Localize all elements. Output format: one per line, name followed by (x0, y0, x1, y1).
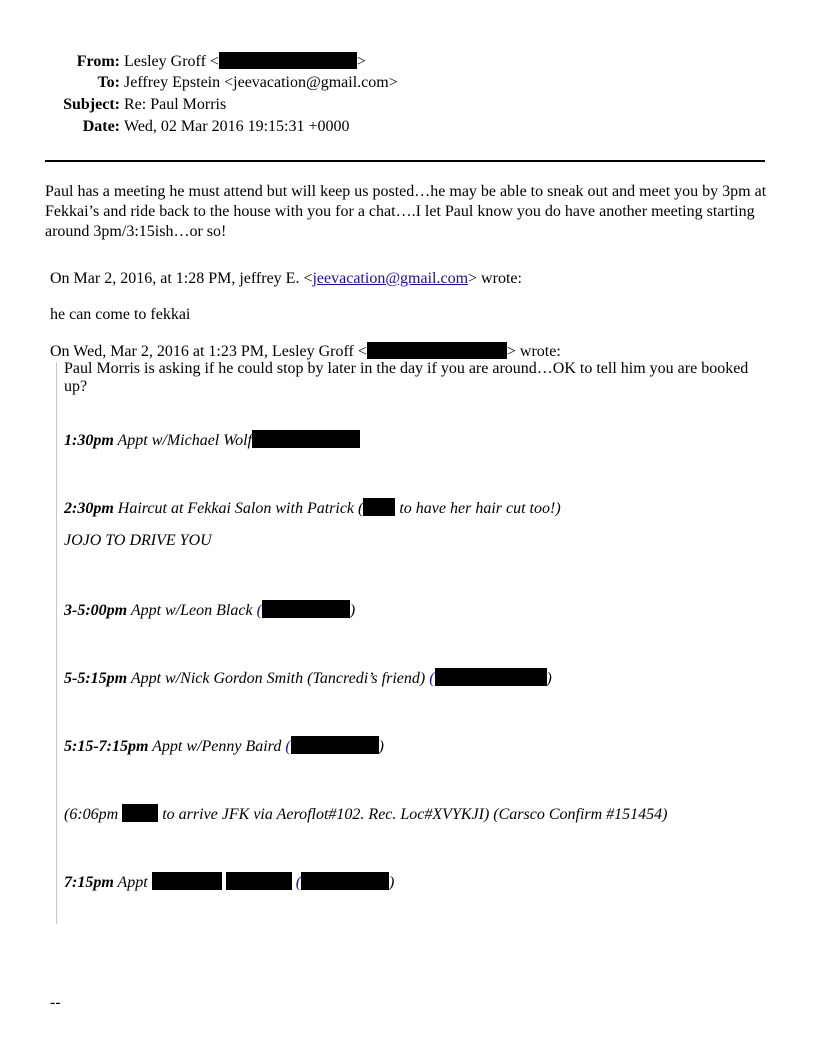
redaction-box (226, 872, 292, 890)
appt-6-text: Appt (113, 874, 152, 891)
reply1-text: he can come to fekkai (50, 306, 191, 323)
appt-4-text: Appt w/Nick Gordon Smith (Tancredi’s friend) (127, 670, 430, 687)
appt-6-time: 7:15pm (64, 874, 114, 891)
appt-5-time: 5:15-7:15pm (64, 738, 149, 755)
message-body: Paul has a meeting he must attend but will keep us posted…he may be able to sneak out and meet you by 3pm at Fekkai’s and ride back to the house with you for a chat….I let Paul know you do have another meeting starting around 3pm/3:15ish…or so! (45, 183, 767, 240)
redaction-box (152, 872, 222, 890)
close-paren: ) (546, 670, 552, 687)
open-paren: ( (285, 738, 291, 755)
appt-1 (64, 430, 360, 450)
appt-1-text: Appt w/Michael Wolf (113, 432, 252, 449)
redaction-box (291, 736, 379, 754)
appt-6 (64, 872, 394, 892)
subject-row (0, 96, 226, 116)
appt-3-time: 3-5:00pm (64, 602, 128, 619)
redaction-box (219, 52, 357, 69)
reply2-attribution (50, 342, 561, 361)
from-close: > (356, 53, 366, 70)
from-value (124, 52, 366, 71)
redaction-box (435, 668, 547, 686)
signature-separator: -- (50, 994, 61, 1011)
quoted-intro-line2: up? (64, 378, 88, 395)
redaction-box (262, 600, 350, 618)
redaction-box (301, 872, 389, 890)
from-row (0, 52, 366, 72)
date-row (0, 118, 350, 138)
appt-2 (64, 498, 561, 518)
open-paren: ( (429, 670, 435, 687)
reply1-suffix: > wrote: (468, 270, 522, 287)
date-label: Date: (82, 118, 120, 135)
subject-value: Re: Paul Morris (124, 96, 227, 113)
date-value: Wed, 02 Mar 2016 19:15:31 +0000 (124, 118, 350, 135)
reply2-prefix: On Wed, Mar 2, 2016 at 1:23 PM, Lesley Groff < (50, 343, 367, 360)
close-paren: ) (349, 602, 356, 619)
appt-5-text: Appt w/Penny Baird (148, 738, 286, 755)
appt-1-time: 1:30pm (64, 432, 114, 449)
open-paren: ( (256, 602, 262, 619)
quote-bar (56, 362, 57, 924)
appt-2-time: 2:30pm (64, 500, 114, 517)
redaction-box (122, 804, 158, 822)
open-paren: ( (295, 874, 302, 891)
appt-2-text-a: Haircut at Fekkai Salon with Patrick ( (113, 500, 364, 517)
to-row (0, 74, 398, 94)
from-name: Lesley Groff < (124, 53, 219, 70)
appt-4 (64, 668, 552, 688)
flight-text-b: to arrive JFK via Aeroflot#102. Rec. Loc#XVYKJI) (Carsco Confirm #151454) (158, 806, 668, 823)
appt-5 (64, 736, 384, 756)
from-label: From: (76, 53, 120, 70)
driver-note: JOJO TO DRIVE YOU (64, 532, 212, 549)
flight-note (64, 804, 668, 824)
reply1-email-link[interactable]: jeevacation@gmail.com (312, 270, 469, 287)
close-paren: ) (389, 874, 395, 891)
appt-3-text: Appt w/Leon Black (127, 602, 257, 619)
reply1-attribution (50, 270, 522, 288)
redaction-box (363, 498, 395, 516)
header-divider (45, 160, 765, 162)
to-label: To: (97, 74, 120, 91)
close-paren: ) (378, 738, 384, 755)
redaction-box (367, 342, 507, 359)
appt-4-time: 5-5:15pm (64, 670, 128, 687)
reply1-prefix: On Mar 2, 2016, at 1:28 PM, jeffrey E. < (50, 270, 313, 287)
flight-text-a: (6:06pm (64, 806, 123, 823)
appt-3 (64, 600, 355, 620)
subject-label: Subject: (63, 96, 120, 113)
reply2-suffix: > wrote: (506, 343, 561, 360)
quoted-intro-line1: Paul Morris is asking if he could stop by later in the day if you are around…OK to tell him you are booked (64, 360, 749, 377)
appt-2-text-b: to have her hair cut too!) (395, 500, 561, 517)
to-value: Jeffrey Epstein <jeevacation@gmail.com> (124, 74, 398, 91)
redaction-box (252, 430, 360, 448)
